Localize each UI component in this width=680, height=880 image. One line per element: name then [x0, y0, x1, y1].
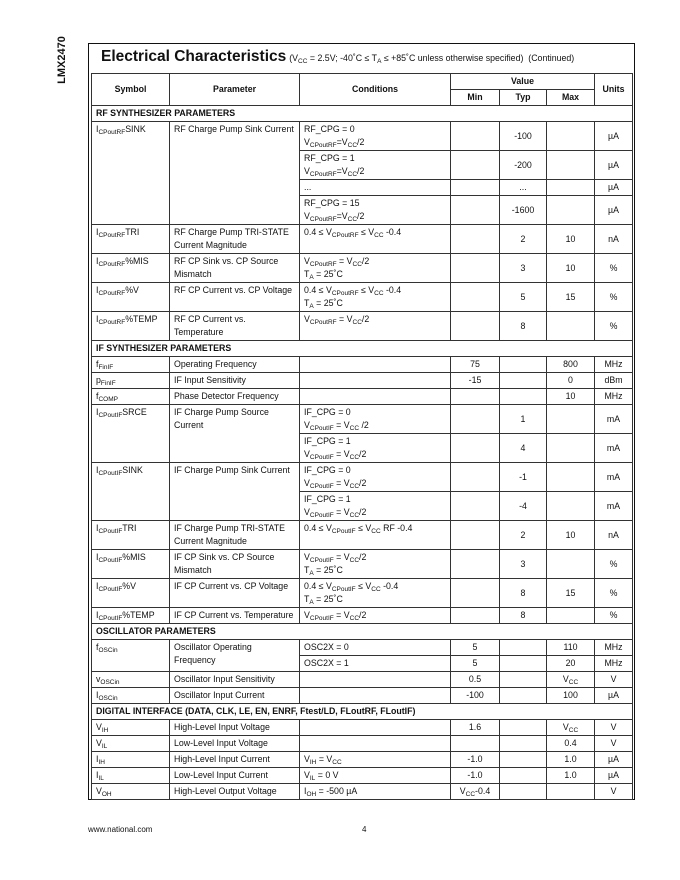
- col-parameter: Parameter: [170, 74, 300, 106]
- col-symbol: Symbol: [92, 74, 170, 106]
- col-max: Max: [547, 90, 595, 106]
- col-typ: Typ: [500, 90, 547, 106]
- symbol: $I_{CPoutRF}SINK$: [92, 122, 170, 225]
- section-osc: OSCILLATOR PARAMETERS: [92, 624, 633, 640]
- characteristics-box: [88, 43, 635, 800]
- footer-site[interactable]: www.national.com: [88, 825, 153, 834]
- header-row: [92, 74, 633, 90]
- section-if: IF SYNTHESIZER PARAMETERS: [92, 341, 633, 357]
- col-conditions: Conditions: [300, 74, 451, 106]
- page-number: 4: [362, 825, 367, 834]
- spec-table: Symbol Parameter Conditions Value Units Min Typ Max RF SYNTHESIZER PARAMETERS $I_{CPoutRF}SINK$ RF Charge Pump Sink Current RF_CPG = 0 $V_{CPoutRF}=V_{CC}/2$ -100 µA RF_CPG = 1 $V_{CPoutRF}=V_{CC}/2$ -200 µA ... ... µA RF_CPG = 15 $V_{CPoutRF}=V_{CC}/2$ -1600 µA $I_{CPoutRF}TRI$ RF Charge Pump TRI-STATE Current Magnitude $0.4 \le V_{CPoutRF} \le V_{CC}$ -0.4 2 10 nA $I_{CPoutRF}\%MIS$ RF CP Sink vs. CP Source Mismatch $V_{CPoutRF} = V_{CC}/2$ $T_A$ = 25˚C 3 10 % $I_{CPoutRF}\%V$ RF CP Current vs. CP Voltage $0.4 \le V_{CPoutRF} \le V_{CC}$ -0.4 $T_A$ = 25˚C 5 15 % $I_{CPoutRF}\%TEMP$ RF CP Current vs. Temperature $V_{CPoutRF} = V_{CC}/2$ 8 % IF SYNTHESIZER PARAMETERS $f_{FinIF}$ Operating Frequency 75 800 MHz $p_{FinIF}$ IF Input Sensitivity -15 0 dBm $f_{COMP}$ Phase Detector Frequency 10 MHz $I_{CPoutIF}SRCE$ IF Charge Pump Source Current IF_CPG = 0 $V_{CPoutIF} = V_{CC}$ /2 1 mA IF_CPG = 1 $V_{CPoutIF} = V_{CC}/2$ 4 mA $I_{CPoutIF}SINK$ IF Charge Pump Sink Current IF_CPG = 0 $V_{CPoutIF} = V_{CC}/2$ -1 mA IF_CPG = 1 $V_{CPoutIF} = V_{CC}/2$ -4 mA $I_{CPoutIF}TRI$ IF Charge Pump TRI-STATE Current Magnitude $0.4 \le V_{CPoutIF} \le V_{CC}$ RF -0.4 2 10 nA $I_{CPoutIF}\%MIS$ IF CP Sink vs. CP Source Mismatch $V_{CPoutIF} = V_{CC}/2$ $T_A$ = 25˚C 3 % $I_{CPoutIF}\%V$ IF CP Current vs. CP Voltage $0.4 \le V_{CPoutIF} \le V_{CC}$ -0.4 $T_A$ = 25˚C 8 15 % $I_{CPoutIF}\%TEMP$ IF CP Current vs. Temperature $V_{CPoutIF} = V_{CC}/2$ 8 % OSCILLATOR PARAMETERS $f_{OSCin}$ Oscillator Operating Frequency OSC2X = 0 5 110 MHz OSC2X = 1 5 20 MHz $v_{OSCin}$ Oscillator Input Sensitivity 0.5 $V_{CC}$ V $I_{OSCin}$ Oscillator Input Current -100 100 µA DIGITAL INTERFACE (DATA, CLK, LE, EN, ENRF, Ftest/LD, FLoutRF, FLoutIF) $V_{IH}$ High-Level Input Voltage 1.6 $V_{CC}$ V $V_{IL}$ Low-Level Input Voltage 0.4 V $I_{IH}$ High-Level Input Current $V_{IH} = V_{CC}$ -1.0 1.0 µA $I_{IL}$ Low-Level Input Current $V_{IL} = 0$ V -1.0 1.0 µA $V_{OH}$ High-Level Output Voltage $I_{OH} = -500$ µA $V_{CC}-0.4$ V: [91, 73, 633, 800]
- col-value: Value: [451, 74, 595, 90]
- section-digital: DIGITAL INTERFACE (DATA, CLK, LE, EN, ENRF, Ftest/LD, FLoutRF, FLoutIF): [92, 704, 633, 720]
- col-min: Min: [451, 90, 500, 106]
- title-conditions: ($V_{CC} = 2.5V$; -40˚C ≤ $T_A$ ≤ +85˚C unless otherwise specified) (Continued): [289, 53, 575, 65]
- section-rf: RF SYNTHESIZER PARAMETERS: [92, 106, 633, 122]
- col-units: Units: [595, 74, 633, 106]
- page-title: Electrical Characteristics ($V_{CC} = 2.5V$; -40˚C ≤ $T_A$ ≤ +85˚C unless otherwise specified) (Continued): [101, 48, 575, 65]
- condition: RF_CPG = 0 $V_{CPoutRF}=V_{CC}/2$: [300, 122, 451, 151]
- parameter: RF Charge Pump Sink Current: [170, 122, 300, 225]
- side-part-number: LMX2470: [55, 36, 68, 84]
